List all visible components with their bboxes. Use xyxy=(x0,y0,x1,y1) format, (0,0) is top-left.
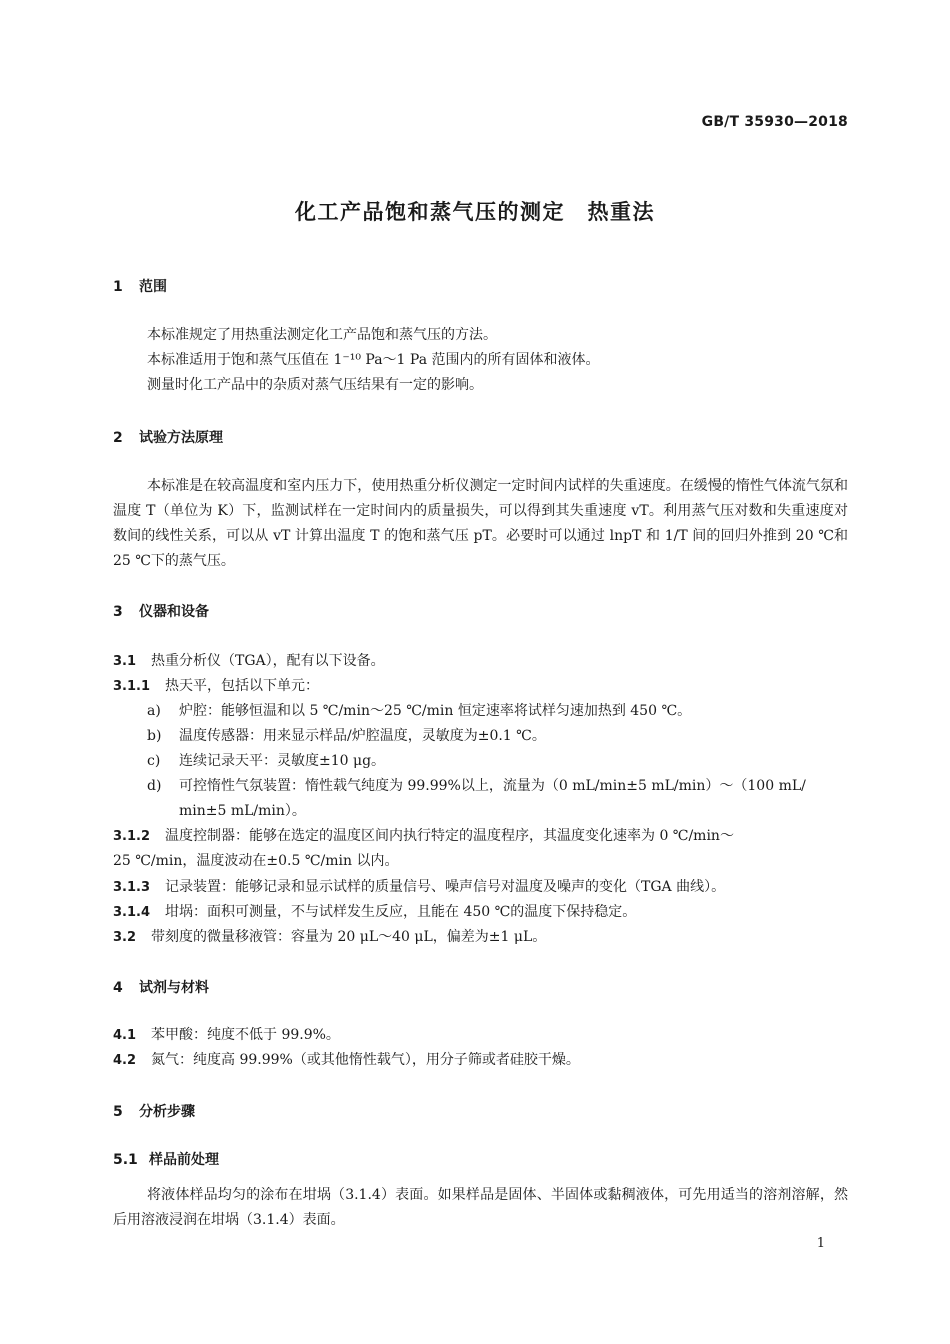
section-number: 5 xyxy=(113,1104,123,1120)
list-text: 连续记录天平：灵敏度±10 μg。 xyxy=(179,753,386,769)
section-number: 1 xyxy=(113,279,123,295)
clause-3-1-2 xyxy=(113,825,734,845)
clause-number: 3.2 xyxy=(113,930,137,945)
section-number: 5.1 xyxy=(113,1152,138,1168)
section-title: 试验方法原理 xyxy=(139,430,223,446)
clause-continuation: 25 ℃/min，温度波动在±0.5 ℃/min 以内。 xyxy=(113,853,399,869)
section-2-heading xyxy=(113,427,223,447)
section-4-heading xyxy=(113,977,209,997)
clause-3-2 xyxy=(113,926,546,946)
section-5-heading xyxy=(113,1101,195,1121)
paragraph-line: 本标准适用于饱和蒸气压值在 1⁻¹⁰ Pa～1 Pa 范围内的所有固体和液体。 xyxy=(147,352,600,368)
page-number: 1 xyxy=(816,1236,825,1251)
list-item xyxy=(147,750,385,770)
standard-number: GB/T 35930—2018 xyxy=(701,114,848,130)
clause-text: 温度控制器：能够在选定的温度区间内执行特定的温度程序，其温度变化速率为 0 ℃/min～ xyxy=(165,828,734,844)
clause-3-1-1 xyxy=(113,675,319,695)
section-1-heading xyxy=(113,276,167,296)
section-3-heading xyxy=(113,601,209,621)
list-text: 可控惰性气氛装置：惰性载气纯度为 99.99%以上，流量为（0 mL/min±5 mL/min）～（100 mL/ xyxy=(179,778,806,794)
clause-number: 3.1.1 xyxy=(113,679,151,694)
section-title: 仪器和设备 xyxy=(139,604,209,620)
section-5-1-heading xyxy=(113,1149,219,1169)
list-item xyxy=(147,700,691,720)
clause-number: 4.2 xyxy=(113,1053,137,1068)
clause-4-2 xyxy=(113,1049,580,1069)
clause-number: 3.1.4 xyxy=(113,905,151,920)
clause-3-1-3 xyxy=(113,876,725,896)
list-item-continuation: min±5 mL/min）。 xyxy=(179,803,306,819)
list-item xyxy=(147,775,806,795)
paragraph-line: 本标准规定了用热重法测定化工产品饱和蒸气压的方法。 xyxy=(147,327,497,343)
clause-text: 热天平，包括以下单元： xyxy=(165,678,319,694)
clause-text: 热重分析仪（TGA），配有以下设备。 xyxy=(151,653,385,669)
list-label: c) xyxy=(147,753,161,769)
list-label: b) xyxy=(147,728,162,744)
clause-number: 3.1 xyxy=(113,654,137,669)
principle-paragraph: 本标准是在较高温度和室内压力下，使用热重分析仪测定一定时间内试样的失重速度。在缓慢的惰性气体流气氛和温度 T（单位为 K）下，监测试样在一定时间内的质量损失，可以得到其失重速度 vT。利用蒸气压对数和失重速度对数间的线性关系，可以从 vT 计算出温度 T 的饱和蒸气压 pT。必要时可以通过 lnpT 和 1/T 间的回归外推到 20 ℃和 25 ℃下的蒸气压。 xyxy=(113,478,848,569)
clause-number: 3.1.2 xyxy=(113,829,151,844)
clause-number: 4.1 xyxy=(113,1028,137,1043)
clause-3-1 xyxy=(113,650,385,670)
list-text: 温度传感器：用来显示样品/炉腔温度，灵敏度为±0.1 ℃。 xyxy=(179,728,546,744)
section-title: 范围 xyxy=(139,279,167,295)
clause-text: 苯甲酸：纯度不低于 99.9%。 xyxy=(151,1027,340,1043)
section-title: 试剂与材料 xyxy=(139,980,209,996)
list-item xyxy=(147,725,546,745)
clause-text: 记录装置：能够记录和显示试样的质量信号、噪声信号对温度及噪声的变化（TGA 曲线）。 xyxy=(165,879,726,895)
list-label: d) xyxy=(147,778,162,794)
document-title: 化工产品饱和蒸气压的测定 热重法 xyxy=(295,200,655,224)
section-number: 3 xyxy=(113,604,123,620)
section-title: 分析步骤 xyxy=(139,1104,195,1120)
list-text: 炉腔：能够恒温和以 5 ℃/min～25 ℃/min 恒定速率将试样匀速加热到 450 ℃。 xyxy=(179,703,692,719)
list-label: a) xyxy=(147,703,161,719)
section-number: 4 xyxy=(113,980,123,996)
section-number: 2 xyxy=(113,430,123,446)
pretreatment-paragraph: 将液体样品均匀的涂布在坩埚（3.1.4）表面。如果样品是固体、半固体或黏稠液体，可先用适当的溶剂溶解，然后用溶液浸润在坩埚（3.1.4）表面。 xyxy=(113,1187,848,1228)
clause-text: 带刻度的微量移液管：容量为 20 μL～40 μL，偏差为±1 μL。 xyxy=(151,929,547,945)
clause-3-1-4 xyxy=(113,901,636,921)
clause-text: 坩埚：面积可测量，不与试样发生反应，且能在 450 ℃的温度下保持稳定。 xyxy=(165,904,637,920)
clause-text: 氮气：纯度高 99.99%（或其他惰性载气），用分子筛或者硅胶干燥。 xyxy=(151,1052,580,1068)
clause-number: 3.1.3 xyxy=(113,880,151,895)
paragraph-line: 测量时化工产品中的杂质对蒸气压结果有一定的影响。 xyxy=(147,377,483,393)
clause-4-1 xyxy=(113,1024,340,1044)
section-title: 样品前处理 xyxy=(149,1152,219,1168)
